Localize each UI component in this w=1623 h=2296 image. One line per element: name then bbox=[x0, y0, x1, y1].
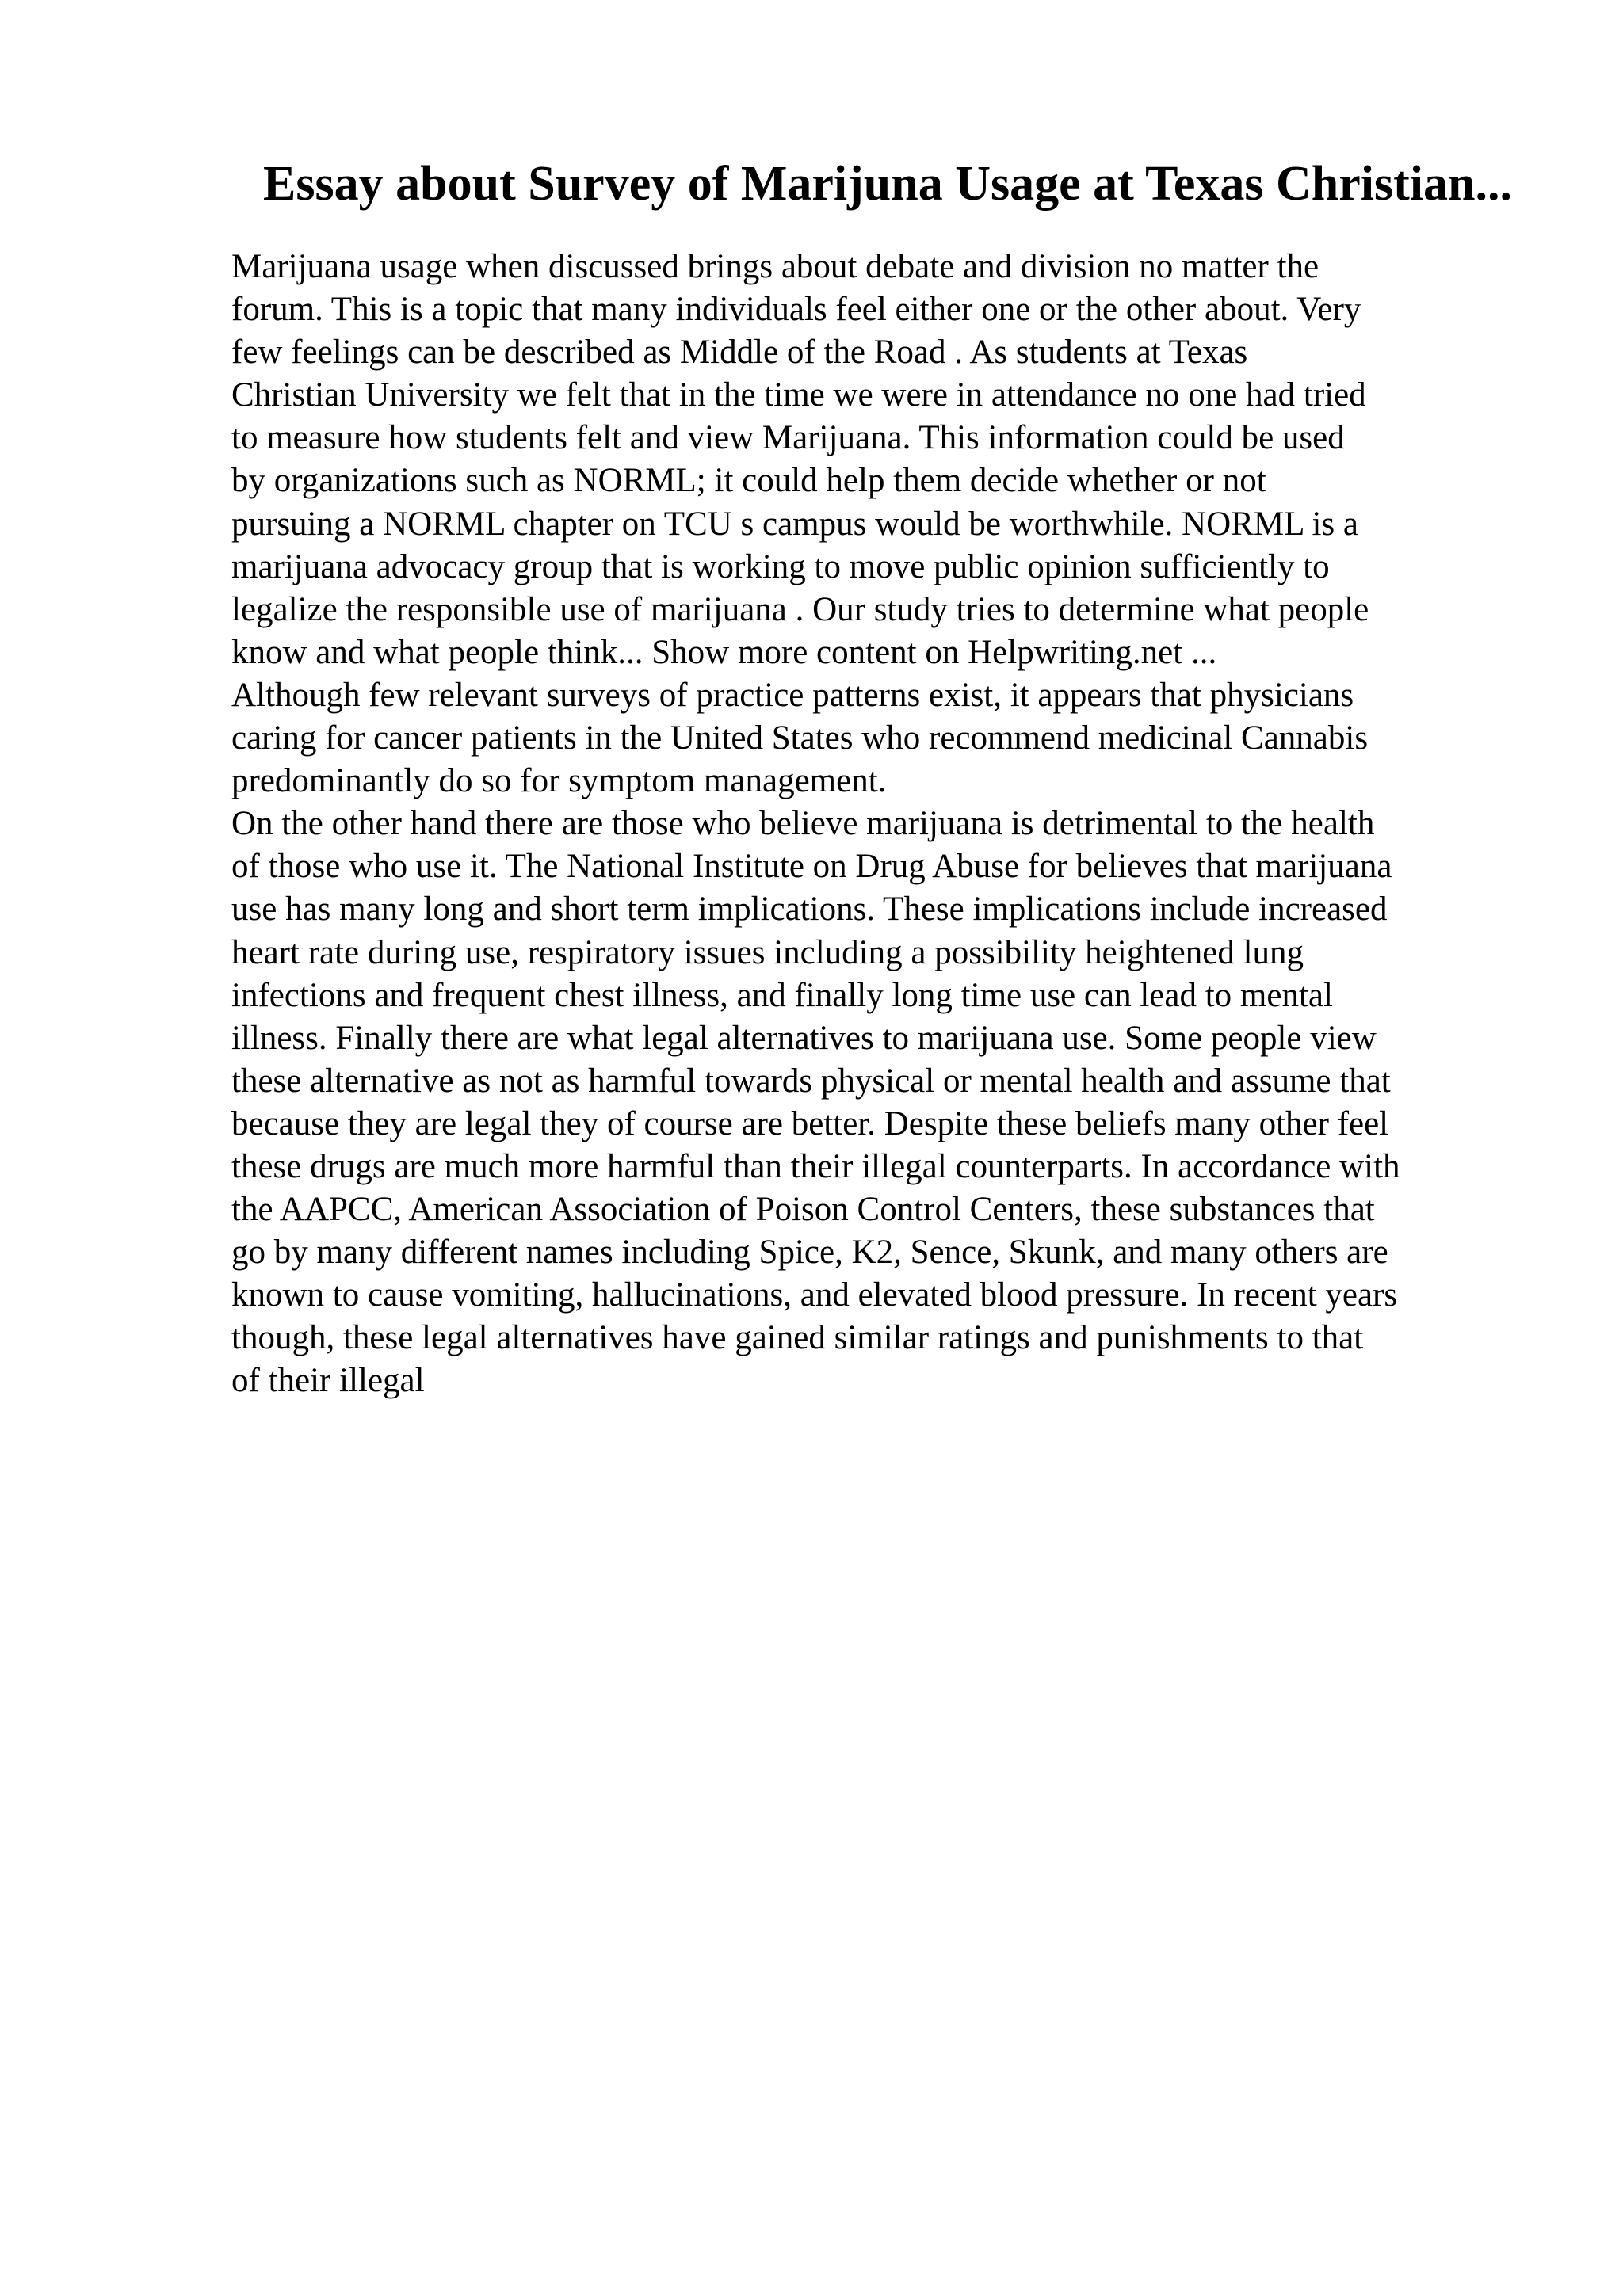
body-line: go by many different names including Spice, K2, Sence, Skunk, and many others are bbox=[231, 1234, 1388, 1272]
body-line: few feelings can be described as Middle of the Road . As students at Texas bbox=[231, 334, 1248, 372]
body-line: On the other hand there are those who believe marijuana is detrimental to the health bbox=[231, 805, 1375, 843]
body-line: though, these legal alternatives have gained similar ratings and punishments to that bbox=[231, 1319, 1364, 1357]
body-line: pursuing a NORML chapter on TCU s campus would be worthwhile. NORML is a bbox=[231, 505, 1359, 543]
body-line: Christian University we felt that in the time we were in attendance no one had tried bbox=[231, 376, 1366, 414]
body-line: to measure how students felt and view Marijuana. This information could be used bbox=[231, 419, 1345, 457]
body-line: the AAPCC, American Association of Poison Control Centers, these substances that bbox=[231, 1191, 1375, 1229]
body-line: marijuana advocacy group that is working to move public opinion sufficiently to bbox=[231, 547, 1330, 585]
document-body bbox=[231, 246, 1579, 1403]
body-line: caring for cancer patients in the United States who recommend medicinal Cannabis bbox=[231, 719, 1369, 757]
body-line: use has many long and short term implications. These implications include increased bbox=[231, 891, 1388, 929]
body-line: legalize the responsible use of marijuana . Our study tries to determine what people bbox=[231, 590, 1369, 628]
body-line: predominantly do so for symptom management. bbox=[231, 762, 887, 800]
body-line: these drugs are much more harmful than their illegal counterparts. In accordance with bbox=[231, 1147, 1400, 1185]
body-line: these alternative as not as harmful towards physical or mental health and assume that bbox=[231, 1062, 1391, 1100]
body-line: by organizations such as NORML; it could help them decide whether or not bbox=[231, 462, 1266, 500]
body-line: because they are legal they of course are better. Despite these beliefs many other feel bbox=[231, 1104, 1389, 1142]
body-line: infections and frequent chest illness, and finally long time use can lead to mental bbox=[231, 976, 1333, 1014]
body-line: heart rate during use, respiratory issues including a possibility heightened lung bbox=[231, 933, 1304, 971]
body-line: known to cause vomiting, hallucinations, and elevated blood pressure. In recent years bbox=[231, 1276, 1398, 1314]
document-title: Essay about Survey of Marijuna Usage at Texas Christian... bbox=[263, 157, 1512, 211]
body-line: Marijuana usage when discussed brings about debate and division no matter the bbox=[231, 248, 1319, 285]
body-line: of their illegal bbox=[231, 1362, 425, 1400]
body-line: forum. This is a topic that many individuals feel either one or the other about. Very bbox=[231, 291, 1361, 329]
body-line: illness. Finally there are what legal alternatives to marijuana use. Some people view bbox=[231, 1019, 1377, 1057]
body-line: of those who use it. The National Institute on Drug Abuse for believes that marijuana bbox=[231, 848, 1392, 886]
body-line: Although few relevant surveys of practice patterns exist, it appears that physicians bbox=[231, 676, 1354, 714]
body-line: know and what people think... Show more content on Helpwriting.net ... bbox=[231, 633, 1217, 671]
